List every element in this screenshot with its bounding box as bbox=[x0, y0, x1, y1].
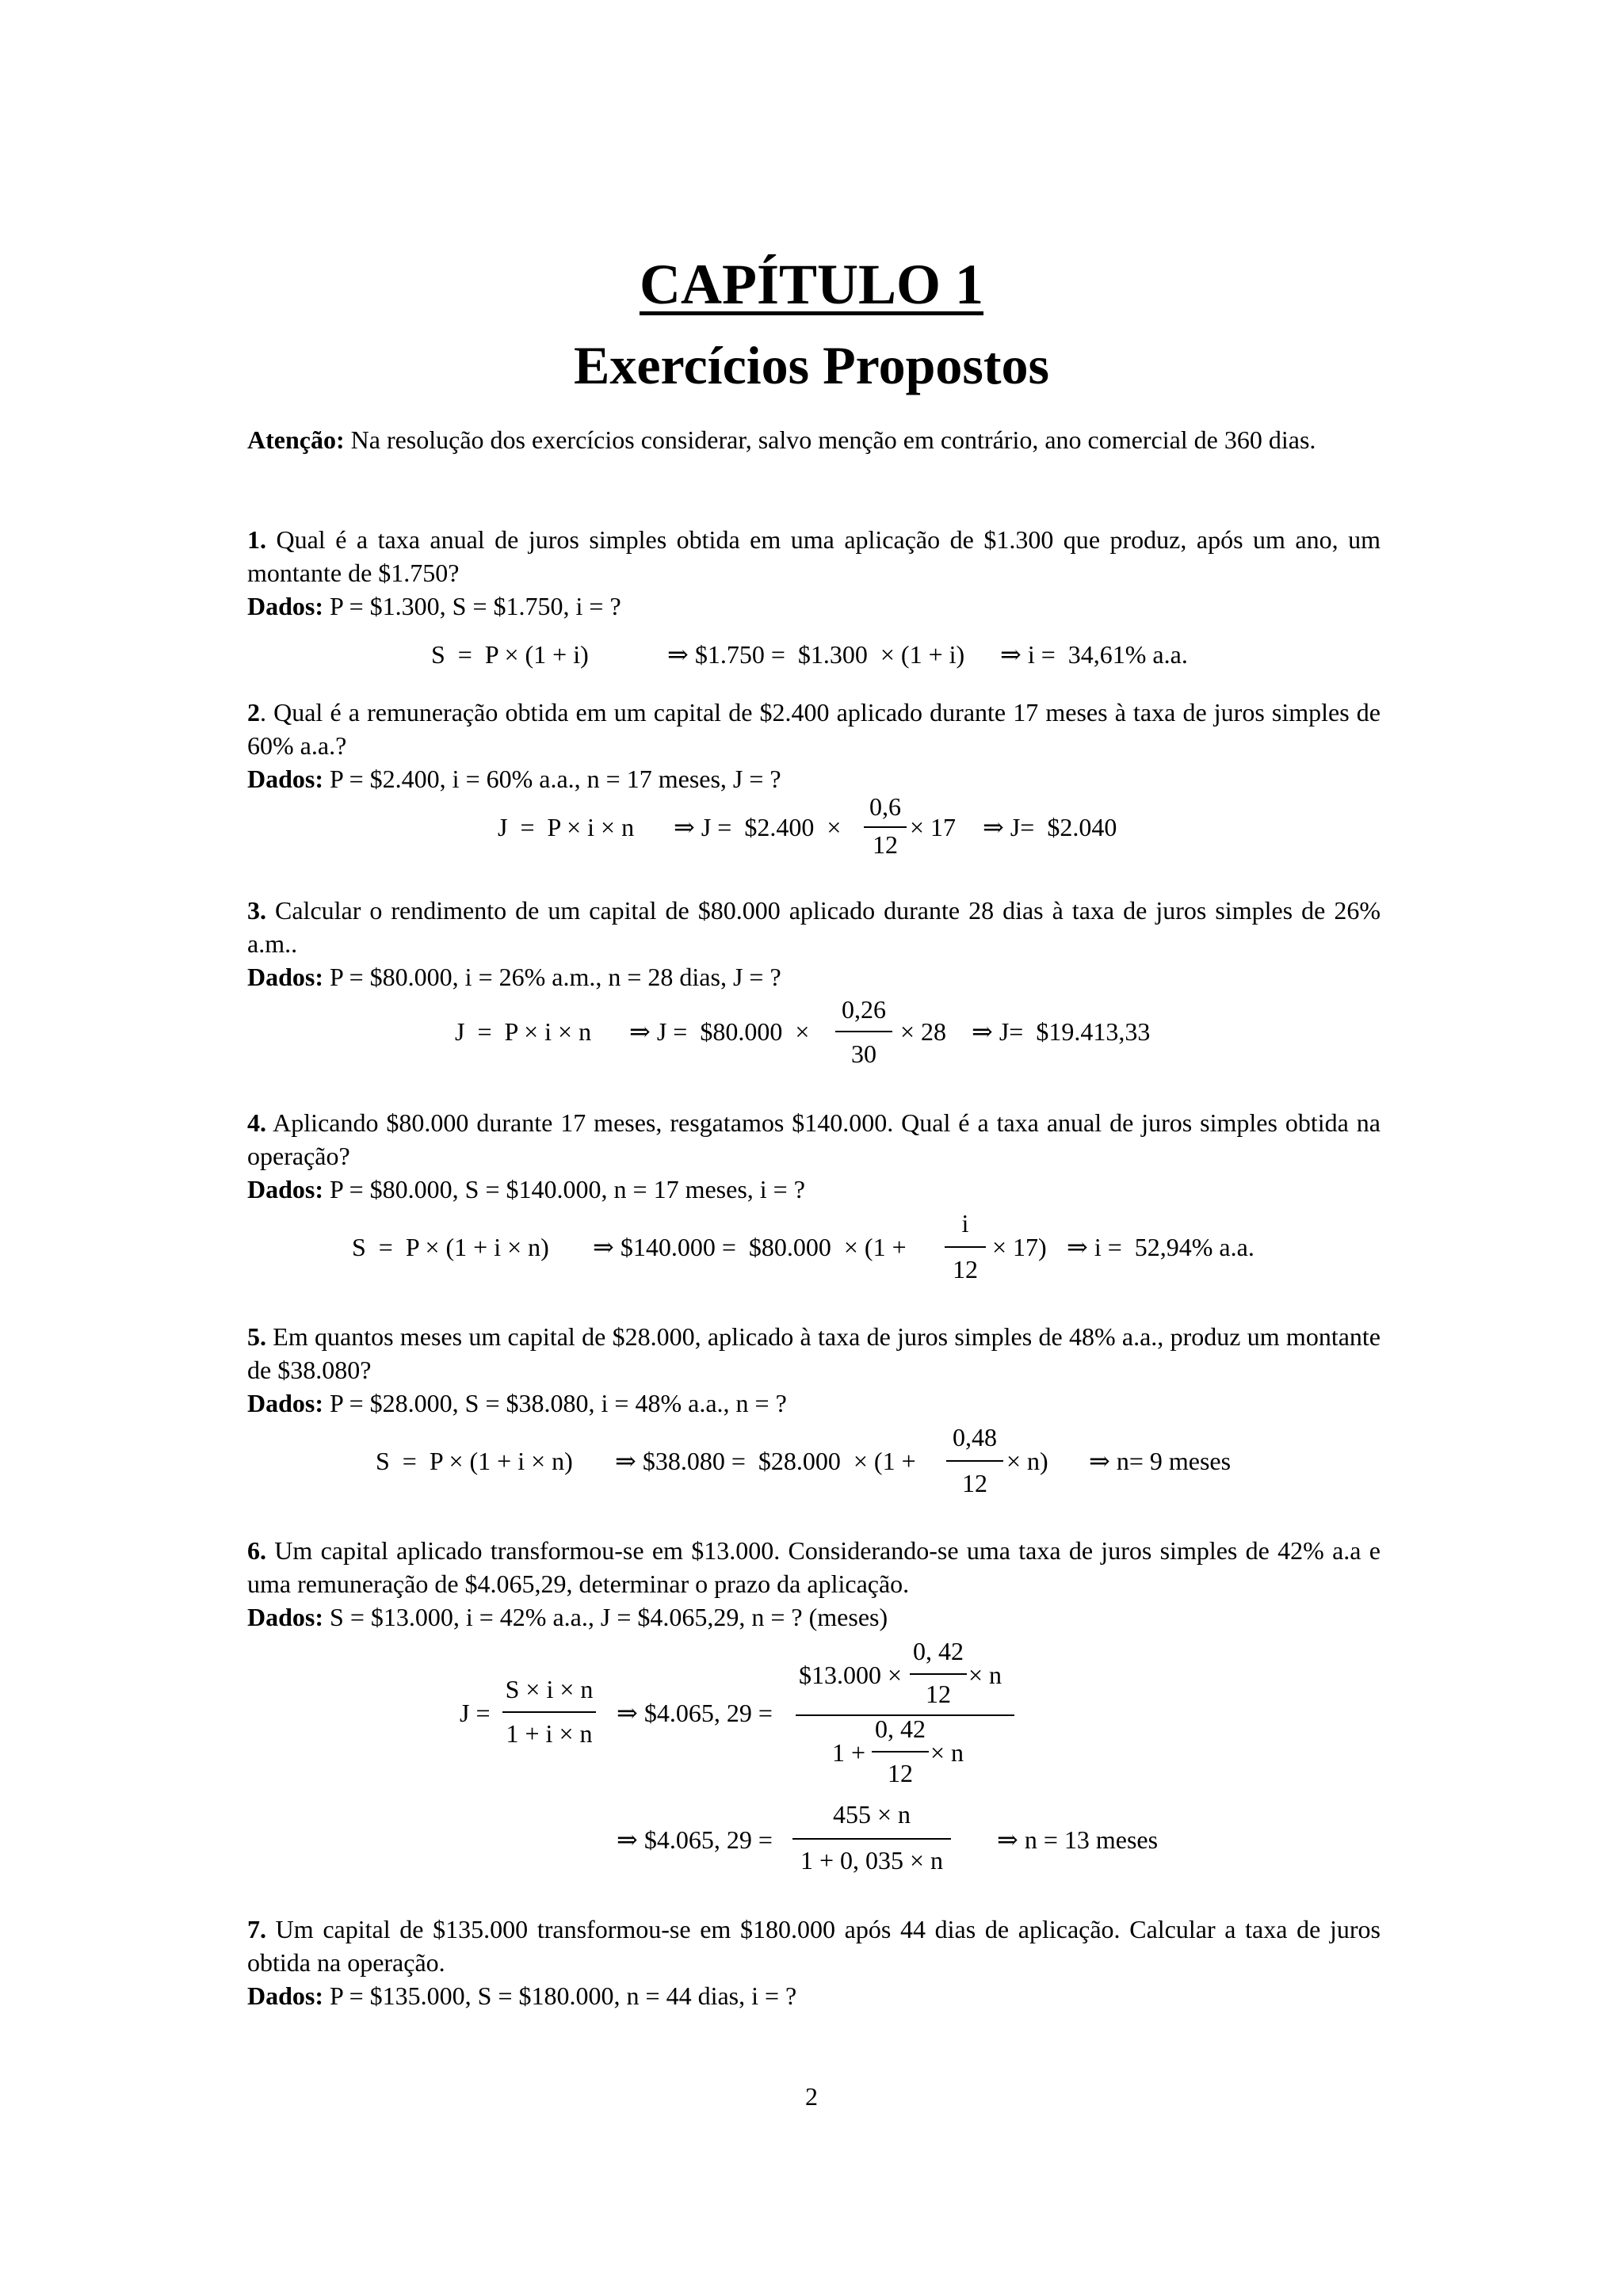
exercise-1-step: ⇒ $1.750 = $1.300 × (1 + i) bbox=[667, 640, 965, 669]
exercise-6-j-fraction-bar bbox=[502, 1711, 596, 1713]
exercise-1-number: 1. bbox=[247, 525, 266, 554]
exercise-3-dados-values: P = $80.000, i = 26% a.m., n = 28 dias, J = ? bbox=[323, 963, 781, 991]
exercise-4-dados bbox=[247, 1173, 805, 1206]
exercise-5-step-tail: × n) bbox=[1006, 1447, 1048, 1475]
exercise-6-bottom-left: 1 + bbox=[832, 1738, 866, 1767]
exercise-2-fraction-bar bbox=[864, 826, 907, 828]
exercise-7-statement bbox=[247, 1913, 1381, 1979]
exercise-4-fraction-denominator: 12 bbox=[953, 1255, 978, 1283]
exercise-5-fraction-bar bbox=[946, 1460, 1003, 1462]
exercise-4-step-tail: × 17) bbox=[992, 1233, 1047, 1261]
exercise-6-text: Um capital aplicado transformou-se em $13.000. Considerando-se uma taxa de juros simples de 42% a.a e uma remuneração de $4.065,29, determinar o prazo da aplicação. bbox=[247, 1536, 1381, 1598]
exercise-1-result: ⇒ i = 34,61% a.a. bbox=[1000, 640, 1188, 669]
exercise-4-fraction-numerator: i bbox=[961, 1209, 969, 1238]
exercise-4-text: Aplicando $80.000 durante 17 meses, resgatamos $140.000. Qual é a taxa anual de juros simples obtida na operação? bbox=[247, 1108, 1381, 1170]
exercise-5-result: ⇒ n= 9 meses bbox=[1089, 1447, 1232, 1475]
exercise-3-dados bbox=[247, 960, 781, 994]
exercise-7-dados bbox=[247, 1979, 796, 2012]
exercise-6-top-fraction-numerator: 0, 42 bbox=[913, 1637, 964, 1665]
exercise-1-dados bbox=[247, 589, 621, 623]
exercise-5-fraction-denominator: 12 bbox=[962, 1469, 987, 1497]
exercise-2-statement bbox=[247, 696, 1381, 762]
exercise-6-bottom-fraction-denominator: 12 bbox=[888, 1759, 913, 1787]
exercise-6-line2-denominator: 1 + 0, 035 × n bbox=[800, 1846, 944, 1875]
dados-label: Dados: bbox=[247, 1981, 324, 2010]
exercise-1-dados-values: P = $1.300, S = $1.750, i = ? bbox=[323, 592, 621, 620]
exercise-5-fraction-numerator: 0,48 bbox=[953, 1423, 997, 1451]
attention-note bbox=[247, 423, 1381, 456]
exercise-5-text: Em quantos meses um capital de $28.000, aplicado à taxa de juros simples de 48% a.a., produz um montante de $38.080? bbox=[247, 1322, 1381, 1384]
exercise-6-line2-fraction-bar bbox=[792, 1838, 951, 1840]
exercise-1-text: Qual é a taxa anual de juros simples obtida em uma aplicação de $1.300 que produz, após um ano, um montante de $1.750? bbox=[247, 525, 1381, 587]
exercise-5-step: ⇒ $38.080 = $28.000 × (1 + bbox=[615, 1447, 916, 1475]
exercise-6-top-left: $13.000 × bbox=[799, 1661, 903, 1689]
exercise-3-fraction-bar bbox=[835, 1031, 892, 1032]
exercise-2-formula: J = P × i × n bbox=[498, 813, 635, 841]
exercise-2-fraction-numerator: 0,6 bbox=[869, 792, 901, 821]
exercise-3-step: ⇒ J = $80.000 × bbox=[629, 1017, 810, 1046]
dados-label: Dados: bbox=[247, 1389, 324, 1417]
dados-label: Dados: bbox=[247, 592, 324, 620]
exercise-3-statement bbox=[247, 894, 1381, 960]
exercise-7-text: Um capital de $135.000 transformou-se em $180.000 após 44 dias de aplicação. Calcular a taxa de juros obtida na operação. bbox=[247, 1915, 1381, 1977]
attention-label: Atenção: bbox=[247, 425, 345, 454]
exercise-5-number: 5. bbox=[247, 1322, 266, 1351]
exercise-6-dados bbox=[247, 1600, 888, 1634]
exercise-6-bottom-fraction-bar bbox=[872, 1751, 929, 1753]
exercise-4-result: ⇒ i = 52,94% a.a. bbox=[1067, 1233, 1254, 1261]
exercise-2-dados-values: P = $2.400, i = 60% a.a., n = 17 meses, J = ? bbox=[323, 765, 781, 793]
exercise-6-j-denominator: 1 + i × n bbox=[506, 1719, 593, 1748]
exercise-2-text: . Qual é a remuneração obtida em um capital de $2.400 aplicado durante 17 meses à taxa de juros simples de 60% a.a.? bbox=[247, 698, 1381, 760]
exercise-1-statement bbox=[247, 523, 1381, 589]
page-subtitle: Exercícios Propostos bbox=[574, 335, 1049, 395]
exercise-3-formula: J = P × i × n bbox=[455, 1017, 592, 1046]
exercise-6-top-right: × n bbox=[968, 1661, 1002, 1689]
dados-label: Dados: bbox=[247, 1603, 324, 1631]
exercise-2-step: ⇒ J = $2.400 × bbox=[674, 813, 842, 841]
exercise-3-fraction-numerator: 0,26 bbox=[842, 995, 886, 1024]
exercise-6-top-fraction-denominator: 12 bbox=[926, 1680, 951, 1708]
exercise-6-line2-step: ⇒ $4.065, 29 = bbox=[617, 1825, 773, 1854]
exercise-3-text: Calcular o rendimento de um capital de $80.000 aplicado durante 28 dias à taxa de juros simples de 26% a.m.. bbox=[247, 896, 1381, 958]
exercise-3-step-tail: × 28 bbox=[900, 1017, 947, 1046]
exercise-5-dados bbox=[247, 1386, 787, 1420]
exercise-5-dados-values: P = $28.000, S = $38.080, i = 48% a.a., n = ? bbox=[323, 1389, 787, 1417]
dados-label: Dados: bbox=[247, 1175, 324, 1203]
exercise-6-step: ⇒ $4.065, 29 = bbox=[617, 1699, 773, 1727]
exercise-2-number: 2 bbox=[247, 698, 260, 727]
attention-text: Na resolução dos exercícios considerar, salvo menção em contrário, ano comercial de 360 dias. bbox=[344, 425, 1316, 454]
exercise-2-result: ⇒ J= $2.040 bbox=[983, 813, 1117, 841]
exercise-3-number: 3. bbox=[247, 896, 266, 925]
exercise-6-j-label: J = bbox=[460, 1699, 491, 1727]
exercise-4-formula: S = P × (1 + i × n) bbox=[352, 1233, 549, 1261]
exercise-6-result: ⇒ n = 13 meses bbox=[997, 1825, 1159, 1854]
exercise-5-formula: S = P × (1 + i × n) bbox=[376, 1447, 573, 1475]
dados-label: Dados: bbox=[247, 963, 324, 991]
exercise-6-statement bbox=[247, 1534, 1381, 1600]
dados-label: Dados: bbox=[247, 765, 324, 793]
exercise-3-result: ⇒ J= $19.413,33 bbox=[972, 1017, 1151, 1046]
exercise-2-step-tail: × 17 bbox=[910, 813, 957, 841]
exercise-3-fraction-denominator: 30 bbox=[851, 1039, 876, 1068]
chapter-title: CAPÍTULO 1 bbox=[639, 253, 984, 316]
page-number: 2 bbox=[805, 2082, 818, 2111]
exercise-4-number: 4. bbox=[247, 1108, 266, 1137]
exercise-5-statement bbox=[247, 1320, 1381, 1386]
exercise-6-top-fraction-bar bbox=[910, 1673, 967, 1675]
exercise-2-dados bbox=[247, 762, 781, 795]
exercise-4-step: ⇒ $140.000 = $80.000 × (1 + bbox=[593, 1233, 907, 1261]
exercise-6-dados-values: S = $13.000, i = 42% a.a., J = $4.065,29, n = ? (meses) bbox=[323, 1603, 888, 1631]
exercise-2-fraction-denominator: 12 bbox=[873, 830, 898, 859]
exercise-4-statement bbox=[247, 1106, 1381, 1173]
exercise-7-dados-values: P = $135.000, S = $180.000, n = 44 dias, i = ? bbox=[323, 1981, 797, 2010]
exercise-1-formula: S = P × (1 + i) bbox=[431, 640, 589, 669]
exercise-6-line2-numerator: 455 × n bbox=[832, 1800, 911, 1829]
exercise-6-j-numerator: S × i × n bbox=[505, 1675, 594, 1703]
exercise-6-number: 6. bbox=[247, 1536, 266, 1565]
exercise-6-bottom-right: × n bbox=[930, 1738, 964, 1767]
exercise-6-bottom-fraction-numerator: 0, 42 bbox=[875, 1714, 926, 1743]
exercise-4-dados-values: P = $80.000, S = $140.000, n = 17 meses, i = ? bbox=[323, 1175, 805, 1203]
exercise-7-number: 7. bbox=[247, 1915, 266, 1943]
exercise-4-fraction-bar bbox=[945, 1246, 986, 1248]
